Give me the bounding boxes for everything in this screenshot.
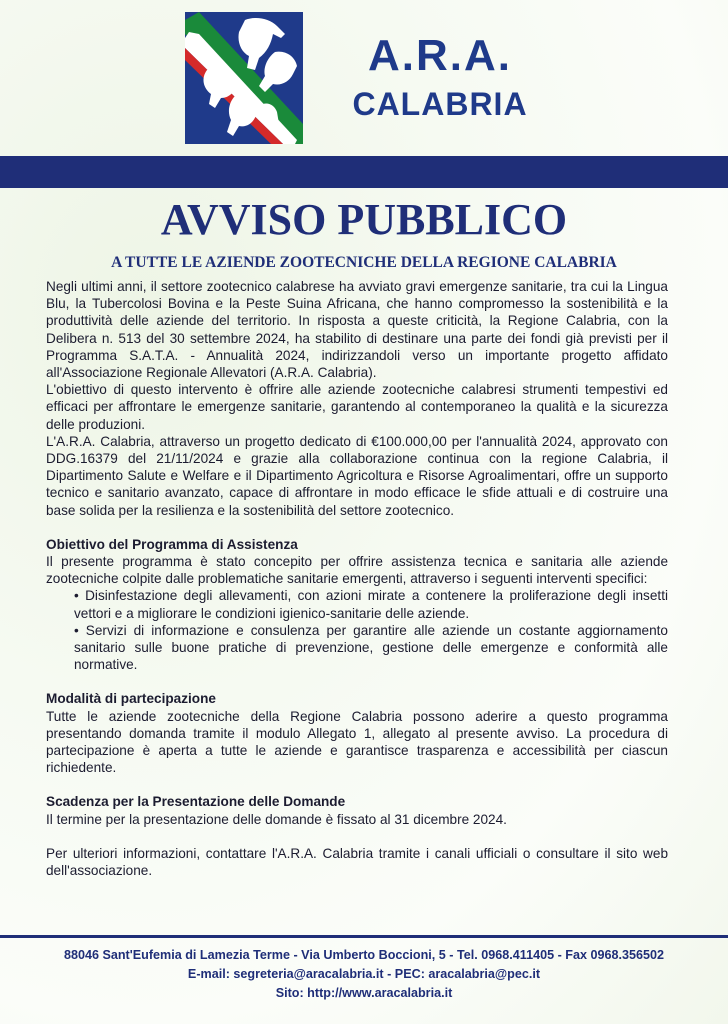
brand-line1: A.R.A. bbox=[368, 31, 512, 80]
footer-contacts bbox=[0, 946, 728, 1003]
brand-line2: CALABRIA bbox=[352, 86, 528, 122]
footer-email: E-mail: segreteria@aracalabria.it - PEC: aracalabria@pec.it bbox=[187, 967, 541, 981]
footer-address: 88046 Sant'Eufemia di Lamezia Terme - Via Umberto Boccioni, 5 - Tel. 0968.411405 - Fax 0968.356502 bbox=[63, 948, 665, 962]
info-text: Per ulteriori informazioni, contattare l'A.R.A. Calabria tramite i canali ufficiali o consultare il sito web dell'associazione. bbox=[46, 845, 668, 879]
interventi-list bbox=[46, 587, 668, 673]
page-title: AVVISO PUBBLICO bbox=[160, 195, 568, 244]
obiettivo-text: Il presente programma è stato concepito per offrire assistenza tecnica e sanitaria alle aziende zootecniche colpite dalle problematiche sanitarie emergenti, attraverso i seguenti interventi specifici: bbox=[46, 554, 668, 587]
ara-calabria-animals-logo-icon bbox=[185, 12, 303, 144]
intro-paragraph-3: L'A.R.A. Calabria, attraverso un progetto dedicato di €100.000,00 per l'annualità 2024, approvato con DDG.16379 del 21/11/2024 e grazie alla collaborazione continua con la regione Calabria, il Dipartimento Salute e Welfare e il Dipartimento Agricoltura e Risorse Agroalimentari, offre un supporto tecnico e sanitario avanzato, capace di affrontare in modo efficace le sfide attuali e di costruire una base solida per la resilienza e la sostenibilità del settore zootecnico. bbox=[46, 433, 668, 518]
intro-paragraph-2: L'obiettivo di questo intervento è offrire alle aziende zootecniche calabresi strumenti tempestivi ed efficaci per affrontare le emergenze sanitarie, garantendo al contemporaneo la qualità e la sicurezza delle produzioni. bbox=[46, 382, 668, 432]
scadenza-text: Il termine per la presentazione delle domande è fissato al 31 dicembre 2024. bbox=[46, 811, 507, 827]
intro-paragraph-1: Negli ultimi anni, il settore zootecnico calabrese ha avviato gravi emergenze sanitarie, tra cui la Lingua Blu, la Tubercolosi Bovina e la Peste Suina Africana, che hanno compromesso la sostenibilità e la produttività delle aziende del territorio. In risposta a queste criticità, la Regione Calabria, con la Delibera n. 513 del 30 settembre 2024, ha stabilito di destinare una parte dei fondi già previsti per il Programma S.A.T.A. - Annualità 2024, indirizzandoli verso un importante progetto affidato all'Associazione Regionale Allevatori (A.R.A. Calabria). bbox=[46, 279, 668, 381]
page-subtitle: A TUTTE LE AZIENDE ZOOTECNICHE DELLA REGIONE CALABRIA bbox=[111, 254, 617, 271]
list-item: • Servizi di informazione e consulenza per garantire alle aziende un costante aggiornamento sanitario sulle buone pratiche di prevenzione, gestione delle emergenze e conformità alle normative. bbox=[74, 622, 668, 673]
section-heading-modalita: Modalità di partecipazione bbox=[46, 691, 216, 707]
modalita-text: Tutte le aziende zootecniche della Regione Calabria possono aderire a questo programma presentando domanda tramite il modulo Allegato 1, allegato al presente avviso. La procedura di partecipazione è aperta a tutte le aziende e garantisce trasparenza e accessibilità per ciascun richiedente. bbox=[46, 708, 668, 776]
notice-body bbox=[46, 278, 668, 879]
brand-name bbox=[330, 32, 550, 124]
logo bbox=[185, 12, 303, 144]
section-heading-scadenza: Scadenza per la Presentazione delle Domande bbox=[46, 794, 346, 810]
footer-divider bbox=[0, 935, 728, 938]
section-heading-obiettivo: Obiettivo del Programma di Assistenza bbox=[46, 536, 298, 552]
header-divider-bar bbox=[0, 156, 728, 188]
list-item: • Disinfestazione degli allevamenti, con azioni mirate a contenere la proliferazione degli insetti vettori e a migliorare le condizioni igienico-sanitarie delle aziende. bbox=[74, 588, 668, 621]
footer-site: Sito: http://www.aracalabria.it bbox=[275, 986, 453, 1000]
